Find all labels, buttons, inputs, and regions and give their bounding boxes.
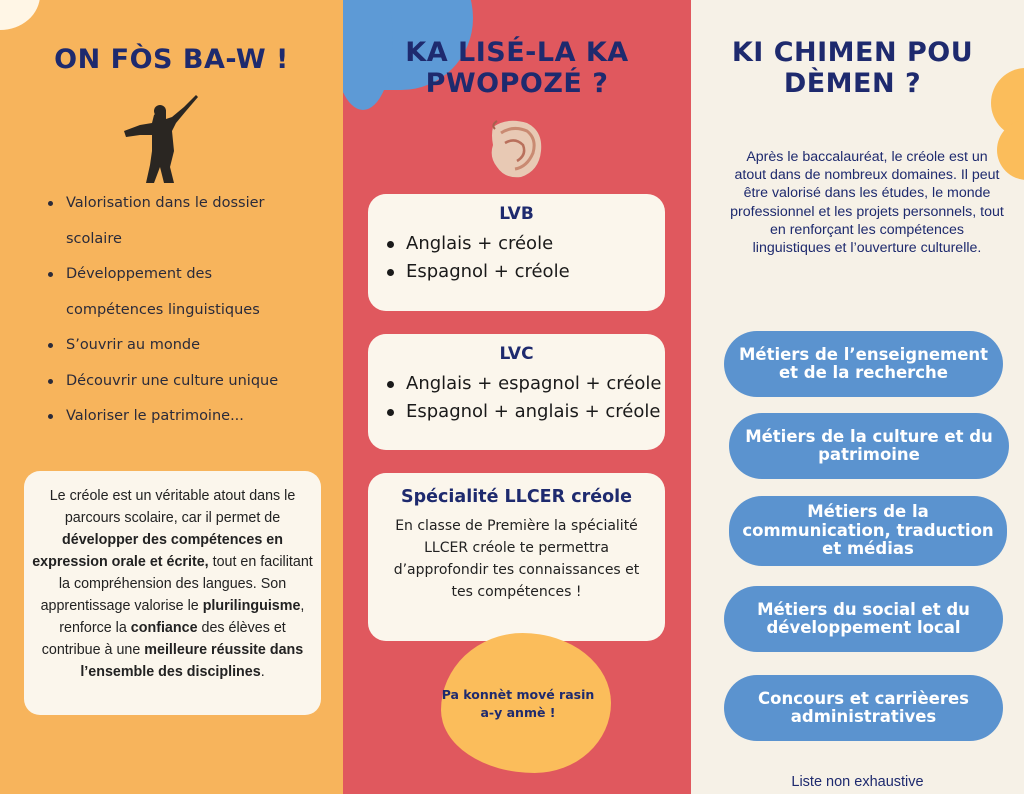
card-title: LVB <box>499 204 534 224</box>
list-item: Valoriser le patrimoine... <box>48 399 338 435</box>
list-item: Espagnol + anglais + créole <box>385 398 665 426</box>
decor-blob <box>0 0 40 30</box>
card-text: En classe de Première la spécialité LLCER créole te permettra d’approfondir tes connaissances et tes compétences ! <box>393 518 640 600</box>
list-item-continuation: compétences linguistiques <box>66 301 260 318</box>
intro-text: Le créole est un véritable atout dans le parcours scolaire, car il permet de <box>49 488 296 526</box>
career-pill: Métiers du social et du développement local <box>724 586 1003 652</box>
panel-heading: KA LISÉ-LA KA PWOPOZÉ ? <box>405 37 629 99</box>
panel-benefits <box>0 0 343 794</box>
list-item: Anglais + espagnol + créole <box>385 370 665 398</box>
intro-text-bold: confiance <box>130 620 198 636</box>
career-pill: Concours et carrièeres administratives <box>724 675 1003 741</box>
lvc-card <box>368 334 665 450</box>
list-item-continuation: scolaire <box>66 230 122 247</box>
list-item: Anglais + créole <box>385 230 665 258</box>
intro-text-bold: plurilinguisme <box>202 598 301 614</box>
careers-intro: Après le baccalauréat, le créole est un atout dans de nombreux domaines. Il peut être valorisé dans les études, le monde professionnel et les projets personnels, tout en renforçant les compétences linguistiques et l’ouverture culturelle. <box>730 149 1004 257</box>
career-pill: Métiers de la culture et du patrimoine <box>729 413 1009 479</box>
list-item: Valorisation dans le dossier <box>48 186 338 222</box>
panel-heading: ON FÒS BA-W ! <box>54 44 289 75</box>
conch-shell-image <box>487 117 545 179</box>
intro-card <box>24 471 321 715</box>
intro-text: des élèves et contribue à une <box>41 620 286 658</box>
intro-text: tout en facilitant la compréhension des langues. Son apprentissage valorise le <box>40 554 313 614</box>
list-item: S’ouvrir au monde <box>48 328 338 364</box>
card-title: Spécialité LLCER créole <box>401 487 632 507</box>
lvb-card <box>368 194 665 311</box>
list-item: Développement des <box>48 257 338 293</box>
panel-heading: KI CHIMEN POU DÈMEN ? <box>731 37 974 99</box>
career-pill: Métiers de l’enseignement et de la recherche <box>724 331 1003 397</box>
intro-text: . <box>260 664 265 680</box>
intro-text-bold: développer des compétences en expression orale et écrite, <box>32 532 283 570</box>
panel-offer <box>343 0 691 794</box>
list-item: Découvrir une culture unique <box>48 364 338 400</box>
benefits-list <box>48 186 338 435</box>
tagline: Pa konnèt mové rasin a-y anmè ! <box>441 687 595 720</box>
intro-text-bold: meilleure réussite dans l’ensemble des disciplines <box>80 642 304 680</box>
career-pill: Métiers de la communication, traduction et médias <box>729 496 1007 566</box>
llcer-card <box>368 473 665 641</box>
statue-image <box>118 93 200 185</box>
footnote: Liste non exhaustive <box>791 774 924 790</box>
intro-text: , renforce la <box>59 598 305 636</box>
card-title: LVC <box>499 344 534 364</box>
list-item: Espagnol + créole <box>385 258 665 286</box>
panel-careers <box>691 0 1024 794</box>
